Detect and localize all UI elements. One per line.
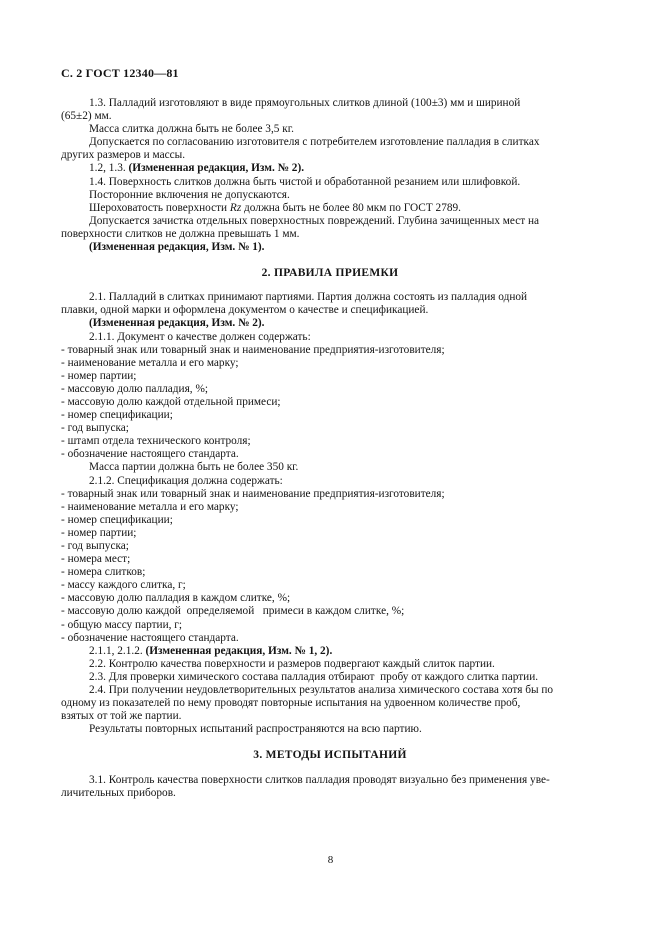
edition-note-1-prefix: 1.2, 1.3. [89,162,129,175]
list-item: - общую массу партии, г; [61,618,183,631]
edition-note-1 [89,162,599,175]
list-item: - номер спецификации; [61,409,173,422]
list-item: - штамп отдела технического контроля; [61,435,251,448]
list-item: - массовую долю каждой отдельной примеси; [61,395,281,408]
document-body [61,97,599,800]
list-item: - номера слитков; [61,566,146,579]
list-item: - наименование металла и его марку; [61,356,239,369]
paragraph-2-1-line2: плавки, одной марки и оформлена документом о качестве и спецификацией. [61,304,429,317]
list-item: - массовую долю палладия, %; [61,382,208,395]
paragraph-strip-line2: поверхности слитков не должна превышать 1 мм. [61,227,300,240]
roughness-text-a: Шероховатость поверхности [89,201,230,214]
spec-contents-list [61,488,599,645]
list-item: - номер спецификации; [61,513,173,526]
paragraph-strip-line1: Допускается зачистка отдельных поверхностных повреждений. Глубина зачищенных мест на [89,214,540,227]
edition-note-1-bold: (Измененная редакция, Изм. № 2). [128,162,305,175]
list-item: - обозначение настоящего стандарта. [61,631,239,644]
paragraph-2-1-2: 2.1.2. Спецификация должна содержать: [89,474,283,487]
list-item: - массовую долю каждой определяемой примеси в каждом слитке, %; [61,605,405,618]
paragraph-2-2: 2.2. Контролю качества поверхности и размеров подвергают каждый слиток партии. [89,657,495,670]
list-item: - год выпуска; [61,422,129,435]
paragraph-foreign: Посторонние включения не допускаются. [89,188,290,201]
edition-note-2 [89,241,599,254]
roughness-variable: Rz [229,201,242,214]
edition-note-4 [89,645,599,658]
paragraph-roughness [89,202,599,215]
paragraph-2-1-1: 2.1.1. Документ о качестве должен содержать: [89,330,311,343]
list-item: - номер партии; [61,369,137,382]
list-item: - товарный знак или товарный знак и наименование предприятия-изготовителя; [61,343,445,356]
roughness-text-b: должна быть не более 80 мкм по ГОСТ 2789. [241,201,461,214]
page-header: С. 2 ГОСТ 12340—81 [61,66,179,80]
paragraph-2-4-line1: 2.4. При получении неудовлетворительных результатов анализа химического состава хотя бы по [89,684,554,697]
list-item: - обозначение настоящего стандарта. [61,448,239,461]
list-item: - товарный знак или товарный знак и наименование предприятия-изготовителя; [61,487,445,500]
list-item: - наименование металла и его марку; [61,500,239,513]
section-3-heading: 3. МЕТОДЫ ИСПЫТАНИЙ [253,749,407,762]
edition-note-3-bold: (Измененная редакция, Изм. № 2). [89,317,265,330]
paragraph-agree-line2: других размеров и массы. [61,149,186,162]
list-item: - номер партии; [61,526,137,539]
paragraph-agree-line1: Допускается по согласованию изготовителя с потребителем изготовление палладия в слитках [89,136,540,149]
list-item: - массу каждого слитка, г; [61,579,186,592]
list-item: - массовую долю палладия в каждом слитке, %; [61,592,291,605]
paragraph-2-4-line2: одному из показателей по нему проводят повторные испытания на удвоенном количестве проб, [61,697,521,710]
paragraph-2-3: 2.3. Для проверки химического состава палладия отбирают пробу от каждого слитка партии. [89,670,539,683]
paragraph-lot-mass: Масса партии должна быть не более 350 кг. [89,461,299,474]
paragraph-1-4: 1.4. Поверхность слитков должна быть чистой и обработанной резанием или шлифовкой. [89,175,521,188]
edition-note-2-bold: (Измененная редакция, Изм. № 1). [89,241,265,254]
paragraph-1-3-line2: (65±2) мм. [61,110,112,123]
paragraph-2-4-line3: взятых от той же партии. [61,710,182,723]
paragraph-3-1-line2: личительных приборов. [61,786,176,799]
paragraph-2-1-line1: 2.1. Палладий в слитках принимают партиями. Партия должна состоять из палладия одной [89,291,528,304]
paragraph-mass: Масса слитка должна быть не более 3,5 кг. [89,123,294,136]
list-item: - год выпуска; [61,540,129,552]
edition-note-3 [89,317,599,330]
paragraph-1-3-line1: 1.3. Палладий изготовляют в виде прямоугольных слитков длиной (100±3) мм и шириной [89,97,521,109]
page-number: 8 [327,854,334,866]
section-2-heading: 2. ПРАВИЛА ПРИЕМКИ [261,267,399,280]
edition-note-4-bold: (Измененная редакция, Изм. № 1, 2). [145,644,333,657]
doc-contents-list [61,344,599,462]
paragraph-repeat: Результаты повторных испытаний распространяются на всю партию. [89,723,422,736]
list-item: - номера мест; [61,553,131,566]
paragraph-3-1-line1: 3.1. Контроль качества поверхности слитков палладия проводят визуально без применения уве- [89,773,550,786]
edition-note-4-prefix: 2.1.1, 2.1.2. [89,644,146,657]
